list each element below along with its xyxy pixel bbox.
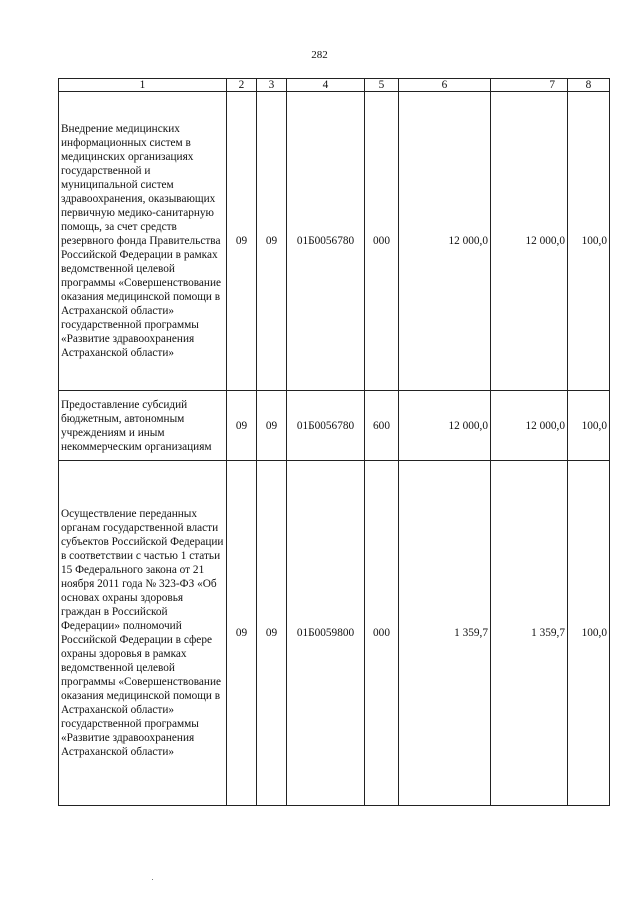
row-expense-type: 000 [365,461,399,806]
row-executed-amount: 12 000,0 [491,92,568,391]
row-planned-amount: 12 000,0 [399,92,491,391]
header-col-3: 3 [257,79,287,92]
row-planned-amount: 12 000,0 [399,391,491,461]
scan-speck [152,879,153,880]
page-number: 282 [311,49,328,61]
header-col-8: 8 [568,79,610,92]
row-target-article: 01Б0056780 [287,92,365,391]
row-description: Предоставление субсидий бюджетным, автономным учреждениям и иным некоммерческим организациям [59,391,227,461]
table-header-row [59,79,610,92]
row-section: 09 [227,391,257,461]
row-executed-amount: 1 359,7 [491,461,568,806]
row-percent: 100,0 [568,391,610,461]
row-subsection: 09 [257,92,287,391]
row-subsection: 09 [257,391,287,461]
row-section: 09 [227,92,257,391]
row-target-article: 01Б0059800 [287,461,365,806]
header-col-6: 6 [399,79,491,92]
row-section: 09 [227,461,257,806]
budget-table [58,78,610,806]
header-col-4: 4 [287,79,365,92]
row-subsection: 09 [257,461,287,806]
row-planned-amount: 1 359,7 [399,461,491,806]
row-description: Внедрение медицинских информационных систем в медицинских организациях государственной и муниципальной систем здравоохранения, оказывающих первичную медико-санитарную помощь, за счет средств резервного фонда Правительства Российской Федерации в рамках ведомственной целевой программы «Совершенствование оказания медицинской помощи в Астраханской области» государственной программы «Развитие здравоохранения Астраханской области» [59,92,227,391]
header-col-1: 1 [59,79,227,92]
row-expense-type: 000 [365,92,399,391]
table-row [59,391,610,461]
header-col-2: 2 [227,79,257,92]
header-col-5: 5 [365,79,399,92]
row-executed-amount: 12 000,0 [491,391,568,461]
row-target-article: 01Б0056780 [287,391,365,461]
row-description: Осуществление переданных органам государственной власти субъектов Российской Федерации в соответствии с частью 1 статьи 15 Федерального закона от 21 ноября 2011 года № 323-ФЗ «Об основах охраны здоровья граждан в Российской Федерации» полномочий Российской Федерации в сфере охраны здоровья в рамках ведомственной целевой программы «Совершенствование оказания медицинской помощи в Астраханской области» государственной программы «Развитие здравоохранения Астраханской области» [59,461,227,806]
row-percent: 100,0 [568,92,610,391]
header-col-7: 7 [491,79,568,92]
table-row [59,92,610,391]
row-expense-type: 600 [365,391,399,461]
table-row [59,461,610,806]
row-percent: 100,0 [568,461,610,806]
